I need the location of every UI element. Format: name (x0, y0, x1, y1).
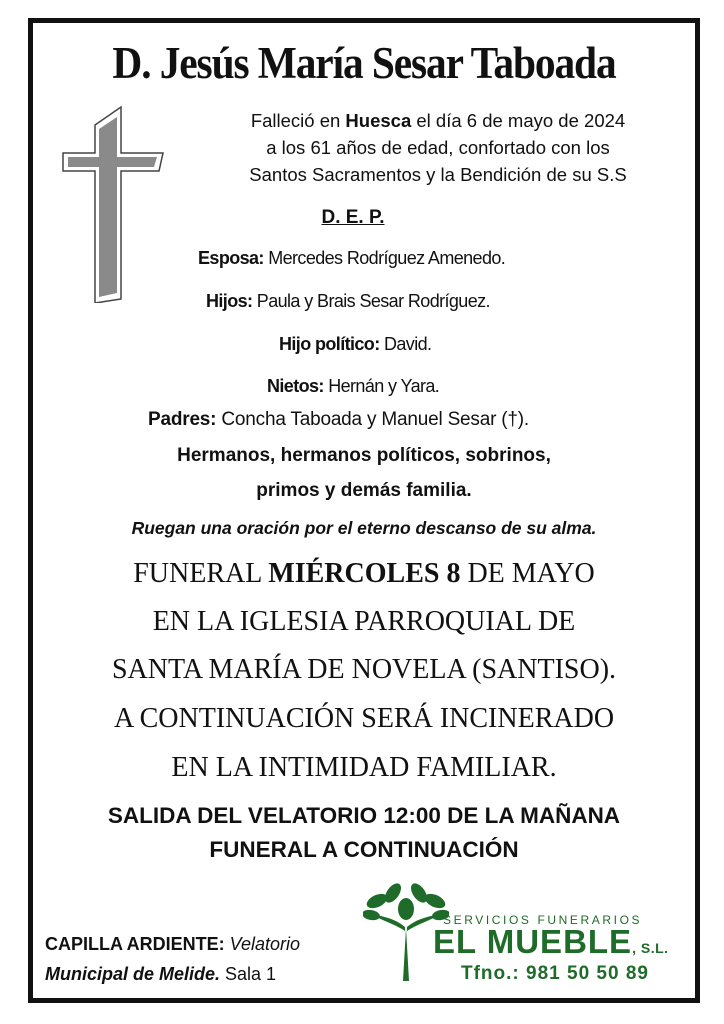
funeral-line-3: SANTA MARÍA DE NOVELA (SANTISO). (111, 654, 617, 685)
dep-label: D. E. P. (321, 207, 385, 228)
intro-age: a los 61 años de edad, confortado con los (266, 137, 610, 158)
family-value: Paula y Brais Sesar Rodríguez. (252, 291, 490, 311)
family-value: David. (379, 334, 432, 354)
logo-company (433, 923, 669, 961)
logo-services: SERVICIOS FUNERARIOS (443, 913, 643, 927)
family-value: Hernán y Yara. (323, 376, 440, 396)
relatives-line-1: Hermanos, hermanos políticos, sobrinos, (177, 445, 551, 466)
funeral-line-5: EN LA INTIMIDAD FAMILIAR. (171, 752, 557, 783)
family-label: Nietos: (267, 376, 324, 396)
funeral-line-4: A CONTINUACIÓN SERÁ INCINERADO (113, 703, 615, 734)
family-label: Hijos: (206, 291, 253, 311)
funeral-line-1 (33, 558, 695, 590)
logo-phone: Tfno.: 981 50 50 89 (461, 963, 649, 984)
chapel-municipality: Municipal de Melide. (45, 964, 221, 984)
chapel-info (45, 929, 300, 989)
death-place: Huesca (345, 110, 412, 131)
family-grandchildren (267, 376, 439, 397)
family-parents (148, 409, 529, 431)
funeral-home-logo (363, 883, 683, 988)
family-label: Esposa: (198, 248, 264, 268)
family-value: Mercedes Rodríguez Amenedo. (263, 248, 506, 268)
family-label: Padres: (148, 409, 217, 430)
departure-time: SALIDA DEL VELATORIO 12:00 DE LA MAÑANA (107, 803, 621, 828)
chapel-room: Sala 1 (220, 964, 277, 984)
intro-text: Falleció en (250, 110, 346, 131)
cross-icon (59, 103, 165, 303)
funeral-follows: FUNERAL A CONTINUACIÓN (209, 837, 519, 862)
chapel-label: CAPILLA ARDIENTE: (45, 934, 225, 954)
logo-company-suffix: , S.L. (632, 940, 669, 956)
family-son-in-law (279, 334, 431, 355)
chapel-place: Velatorio (224, 934, 301, 954)
funeral-text: FUNERAL (133, 558, 269, 589)
logo-company-name: EL MUEBLE (433, 923, 633, 960)
death-announcement (203, 107, 673, 188)
family-children (206, 291, 490, 312)
family-spouse (198, 248, 505, 269)
relatives-line-2: primos y demás familia. (256, 480, 472, 501)
funeral-month: DE MAYO (460, 558, 595, 589)
notice-frame (28, 18, 700, 1003)
intro-date: el día 6 de mayo de 2024 (411, 110, 626, 131)
family-value: Concha Taboada y Manuel Sesar (†). (216, 409, 529, 430)
prayer-request: Ruegan una oración por el eterno descanso de su alma. (131, 518, 597, 538)
funeral-line-2: EN LA IGLESIA PARROQUIAL DE (152, 606, 576, 637)
family-label: Hijo político: (279, 334, 380, 354)
intro-sacraments: Santos Sacramentos y la Bendición de su S.S (249, 164, 627, 185)
deceased-name: D. Jesús María Sesar Taboada (112, 38, 616, 88)
funeral-day: MIÉRCOLES 8 (268, 558, 461, 589)
